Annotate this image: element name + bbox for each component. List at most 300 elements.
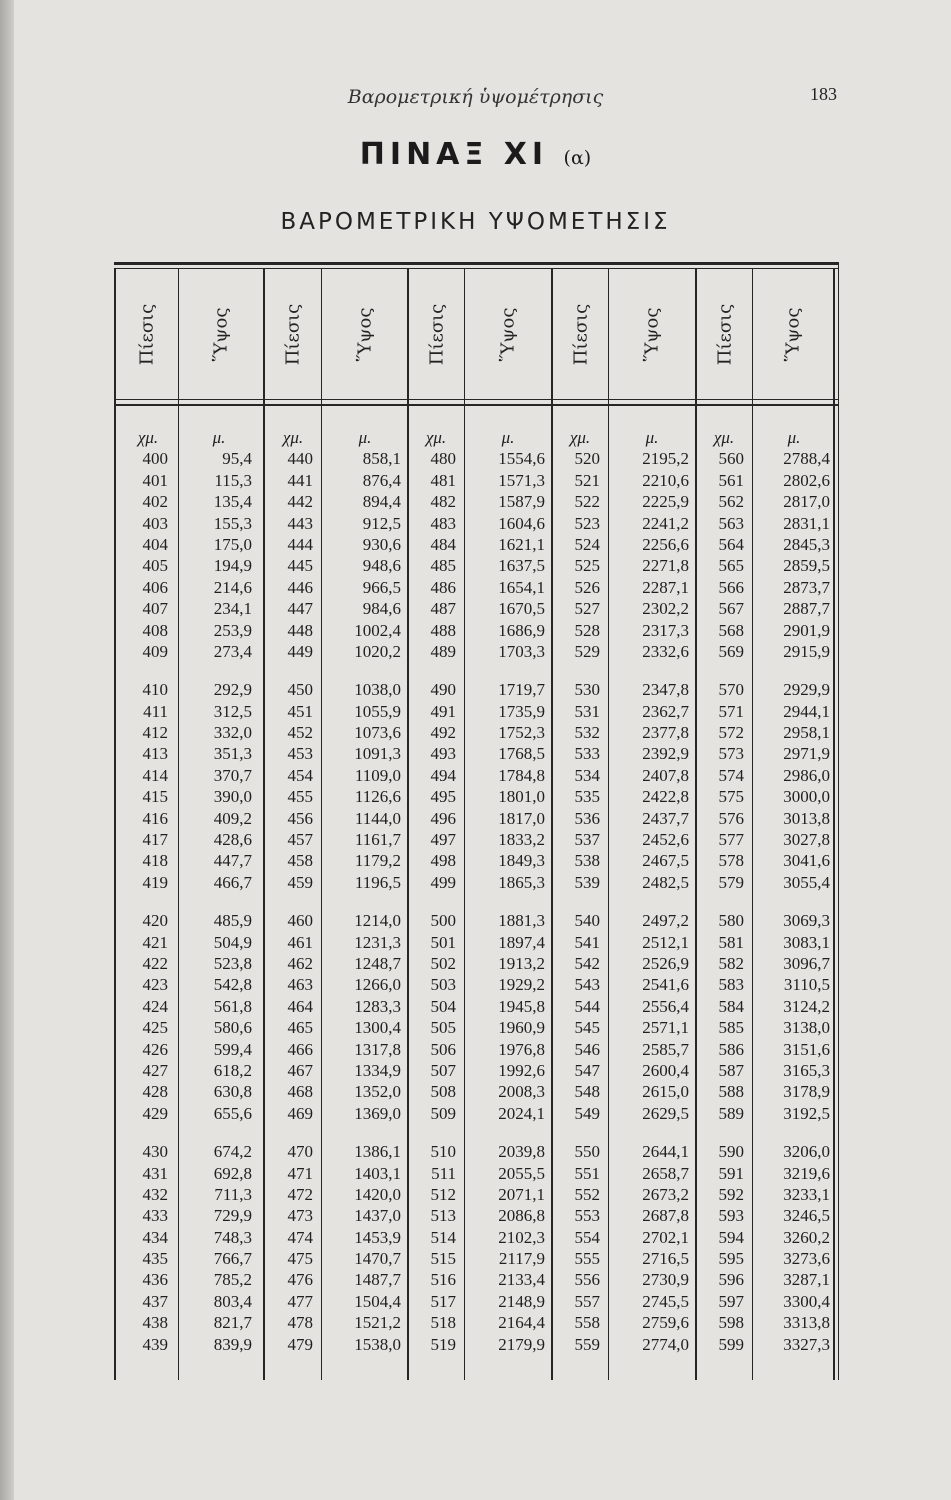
height-cell: 1735,9 bbox=[498, 701, 545, 721]
pressure-cell: 598 bbox=[718, 1313, 744, 1333]
pressure-cell: 555 bbox=[574, 1249, 600, 1269]
pressure-cell: 534 bbox=[574, 765, 600, 785]
pressure-cell: 465 bbox=[287, 1018, 313, 1038]
height-cell: 2241,2 bbox=[642, 513, 689, 533]
height-cell: 748,3 bbox=[213, 1227, 252, 1247]
pressure-cell: 578 bbox=[718, 851, 744, 871]
header-height-1 bbox=[179, 270, 263, 398]
pressure-cell: 478 bbox=[287, 1313, 313, 1333]
height-cell: 1403,1 bbox=[354, 1163, 401, 1183]
pressure-cell: 403 bbox=[142, 513, 168, 533]
pressure-cell: 521 bbox=[574, 470, 600, 490]
height-cell: 1420,0 bbox=[354, 1184, 401, 1204]
divider-1 bbox=[178, 268, 179, 1380]
height-cell: 3165,3 bbox=[783, 1060, 830, 1080]
pressure-cell: 574 bbox=[718, 765, 744, 785]
pressure-cell: 510 bbox=[430, 1142, 456, 1162]
height-cell: 561,8 bbox=[213, 996, 252, 1016]
pressure-column-2 bbox=[273, 427, 313, 1355]
pressure-cell: 482 bbox=[430, 492, 456, 512]
pressure-cell: 563 bbox=[718, 513, 744, 533]
pressure-cell: 464 bbox=[287, 996, 313, 1016]
height-cell: 3206,0 bbox=[783, 1142, 830, 1162]
pressure-cell: 599 bbox=[718, 1334, 744, 1354]
height-cell: 630,8 bbox=[213, 1082, 252, 1102]
pressure-cell: 436 bbox=[142, 1270, 168, 1290]
height-cell: 2845,3 bbox=[783, 534, 830, 554]
height-cell: 2887,7 bbox=[783, 599, 830, 619]
pressure-cell: 596 bbox=[718, 1270, 744, 1290]
pressure-cell: 488 bbox=[430, 620, 456, 640]
height-cell: 155,3 bbox=[213, 513, 252, 533]
pressure-cell: 590 bbox=[718, 1142, 744, 1162]
pressure-cell: 475 bbox=[287, 1249, 313, 1269]
height-cell: 930,6 bbox=[362, 534, 401, 554]
pressure-cell: 407 bbox=[142, 599, 168, 619]
height-cell: 2332,6 bbox=[642, 641, 689, 661]
pressure-cell: 583 bbox=[718, 975, 744, 995]
height-cell: 485,9 bbox=[213, 911, 252, 931]
pressure-cell: 431 bbox=[142, 1163, 168, 1183]
pressure-cell: 564 bbox=[718, 534, 744, 554]
height-cell: 2745,5 bbox=[642, 1291, 689, 1311]
height-cell: 1248,7 bbox=[354, 953, 401, 973]
pressure-cell: 540 bbox=[574, 911, 600, 931]
pressure-cell: 565 bbox=[718, 556, 744, 576]
header-pressure-4 bbox=[553, 270, 608, 398]
pressure-cell: 481 bbox=[430, 470, 456, 490]
height-cell: 839,9 bbox=[213, 1334, 252, 1354]
pressure-cell: 524 bbox=[574, 534, 600, 554]
height-cell: 1881,3 bbox=[498, 911, 545, 931]
header-pressure-2 bbox=[265, 270, 321, 398]
group-divider-2 bbox=[407, 268, 409, 1380]
height-cell: 2958,1 bbox=[783, 723, 830, 743]
pressure-cell: 531 bbox=[574, 701, 600, 721]
pressure-cell: 432 bbox=[142, 1184, 168, 1204]
header-pressure-3 bbox=[409, 270, 464, 398]
height-cell: 1352,0 bbox=[354, 1082, 401, 1102]
pressure-cell: 428 bbox=[142, 1082, 168, 1102]
height-cell: 2102,3 bbox=[498, 1227, 545, 1247]
height-cell: 3287,1 bbox=[783, 1270, 830, 1290]
unit-label: μ. bbox=[501, 428, 515, 447]
pressure-cell: 514 bbox=[430, 1227, 456, 1247]
height-cell: 3219,6 bbox=[783, 1163, 830, 1183]
table-title-suffix: (α) bbox=[563, 147, 592, 169]
height-cell: 2873,7 bbox=[783, 577, 830, 597]
pressure-cell: 450 bbox=[287, 680, 313, 700]
pressure-cell: 528 bbox=[574, 620, 600, 640]
pressure-cell: 494 bbox=[430, 765, 456, 785]
pressure-cell: 526 bbox=[574, 577, 600, 597]
pressure-cell: 409 bbox=[142, 641, 168, 661]
pressure-cell: 433 bbox=[142, 1206, 168, 1226]
top-rule-thin bbox=[114, 268, 839, 269]
pressure-cell: 438 bbox=[142, 1313, 168, 1333]
height-cell: 2086,8 bbox=[498, 1206, 545, 1226]
pressure-cell: 496 bbox=[430, 808, 456, 828]
group-divider-4 bbox=[695, 268, 697, 1380]
height-cell: 2497,2 bbox=[642, 911, 689, 931]
pressure-cell: 533 bbox=[574, 744, 600, 764]
height-cell: 1587,9 bbox=[498, 492, 545, 512]
pressure-cell: 527 bbox=[574, 599, 600, 619]
height-cell: 2986,0 bbox=[783, 765, 830, 785]
pressure-cell: 477 bbox=[287, 1291, 313, 1311]
height-cell: 1817,0 bbox=[498, 808, 545, 828]
pressure-cell: 453 bbox=[287, 744, 313, 764]
pressure-cell: 435 bbox=[142, 1249, 168, 1269]
height-cell: 115,3 bbox=[214, 470, 252, 490]
pressure-cell: 451 bbox=[287, 701, 313, 721]
height-cell: 1703,3 bbox=[498, 641, 545, 661]
pressure-cell: 519 bbox=[430, 1334, 456, 1354]
pressure-cell: 452 bbox=[287, 723, 313, 743]
height-cell: 912,5 bbox=[362, 513, 401, 533]
unit-label: χμ. bbox=[569, 428, 591, 447]
pressure-cell: 444 bbox=[287, 534, 313, 554]
height-cell: 785,2 bbox=[213, 1270, 252, 1290]
header-pressure-1 bbox=[116, 270, 178, 398]
height-cell: 2362,7 bbox=[642, 701, 689, 721]
height-cell: 2541,6 bbox=[642, 975, 689, 995]
height-cell: 2133,4 bbox=[498, 1270, 545, 1290]
pressure-cell: 576 bbox=[718, 808, 744, 828]
height-column-3 bbox=[471, 427, 545, 1355]
pressure-column-5 bbox=[704, 427, 744, 1355]
height-cell: 1144,0 bbox=[354, 808, 401, 828]
pressure-cell: 437 bbox=[142, 1291, 168, 1311]
pressure-cell: 456 bbox=[287, 808, 313, 828]
height-cell: 1055,9 bbox=[354, 701, 401, 721]
height-cell: 2407,8 bbox=[642, 765, 689, 785]
pressure-cell: 560 bbox=[718, 449, 744, 469]
pressure-cell: 424 bbox=[142, 996, 168, 1016]
height-cell: 1283,3 bbox=[354, 996, 401, 1016]
height-cell: 428,6 bbox=[213, 830, 252, 850]
unit-label: μ. bbox=[212, 428, 226, 447]
height-cell: 2971,9 bbox=[783, 744, 830, 764]
height-cell: 948,6 bbox=[362, 556, 401, 576]
pressure-cell: 411 bbox=[143, 701, 168, 721]
height-cell: 766,7 bbox=[213, 1249, 252, 1269]
height-cell: 1020,2 bbox=[354, 641, 401, 661]
pressure-cell: 551 bbox=[574, 1163, 600, 1183]
height-cell: 2195,2 bbox=[642, 449, 689, 469]
height-cell: 2179,9 bbox=[498, 1334, 545, 1354]
unit-label: χμ. bbox=[425, 428, 447, 447]
pressure-cell: 581 bbox=[718, 932, 744, 952]
pressure-cell: 562 bbox=[718, 492, 744, 512]
height-cell: 2164,4 bbox=[498, 1313, 545, 1333]
pressure-cell: 422 bbox=[142, 953, 168, 973]
height-cell: 2944,1 bbox=[783, 701, 830, 721]
pressure-cell: 402 bbox=[142, 492, 168, 512]
height-cell: 2377,8 bbox=[642, 723, 689, 743]
pressure-cell: 554 bbox=[574, 1227, 600, 1247]
height-cell: 2556,4 bbox=[642, 996, 689, 1016]
group-divider-1 bbox=[263, 268, 265, 1380]
height-column-5 bbox=[758, 427, 830, 1355]
height-cell: 1487,7 bbox=[354, 1270, 401, 1290]
pressure-cell: 516 bbox=[430, 1270, 456, 1290]
height-cell: 2437,7 bbox=[642, 808, 689, 828]
height-cell: 1929,2 bbox=[498, 975, 545, 995]
height-cell: 984,6 bbox=[362, 599, 401, 619]
pressure-column-4 bbox=[560, 427, 600, 1355]
height-cell: 332,0 bbox=[213, 723, 252, 743]
height-cell: 466,7 bbox=[213, 872, 252, 892]
height-cell: 135,4 bbox=[213, 492, 252, 512]
header-rule-thick bbox=[114, 404, 839, 406]
pressure-cell: 556 bbox=[574, 1270, 600, 1290]
height-cell: 1109,0 bbox=[354, 765, 401, 785]
pressure-cell: 584 bbox=[718, 996, 744, 1016]
pressure-cell: 434 bbox=[142, 1227, 168, 1247]
height-cell: 2526,9 bbox=[642, 953, 689, 973]
height-cell: 3273,6 bbox=[783, 1249, 830, 1269]
height-cell: 2901,9 bbox=[783, 620, 830, 640]
pressure-cell: 544 bbox=[574, 996, 600, 1016]
height-cell: 95,4 bbox=[222, 449, 252, 469]
pressure-cell: 577 bbox=[718, 830, 744, 850]
height-cell: 2024,1 bbox=[498, 1103, 545, 1123]
height-cell: 1621,1 bbox=[498, 534, 545, 554]
pressure-cell: 491 bbox=[430, 701, 456, 721]
height-cell: 1179,2 bbox=[354, 851, 401, 871]
height-cell: 1897,4 bbox=[498, 932, 545, 952]
pressure-cell: 499 bbox=[430, 872, 456, 892]
unit-label: μ. bbox=[787, 428, 801, 447]
height-cell: 692,8 bbox=[213, 1163, 252, 1183]
pressure-cell: 419 bbox=[142, 872, 168, 892]
header-label: Πίεσις bbox=[714, 303, 736, 365]
height-cell: 1196,5 bbox=[354, 872, 401, 892]
pressure-column-3 bbox=[416, 427, 456, 1355]
height-cell: 1945,8 bbox=[498, 996, 545, 1016]
page-number: 183 bbox=[810, 84, 837, 104]
pressure-cell: 461 bbox=[287, 932, 313, 952]
pressure-cell: 542 bbox=[574, 953, 600, 973]
header-label: Ὕψος bbox=[210, 307, 232, 361]
header-height-5 bbox=[753, 270, 833, 398]
height-cell: 674,2 bbox=[213, 1142, 252, 1162]
height-cell: 1038,0 bbox=[354, 680, 401, 700]
height-cell: 2008,3 bbox=[498, 1082, 545, 1102]
height-cell: 2148,9 bbox=[498, 1291, 545, 1311]
pressure-cell: 530 bbox=[574, 680, 600, 700]
height-cell: 3124,2 bbox=[783, 996, 830, 1016]
pressure-cell: 503 bbox=[430, 975, 456, 995]
height-cell: 1768,5 bbox=[498, 744, 545, 764]
pressure-cell: 588 bbox=[718, 1082, 744, 1102]
height-cell: 1960,9 bbox=[498, 1018, 545, 1038]
height-cell: 1521,2 bbox=[354, 1313, 401, 1333]
pressure-cell: 487 bbox=[430, 599, 456, 619]
pressure-cell: 471 bbox=[287, 1163, 313, 1183]
height-cell: 312,5 bbox=[213, 701, 252, 721]
pressure-cell: 469 bbox=[287, 1103, 313, 1123]
pressure-cell: 495 bbox=[430, 787, 456, 807]
pressure-cell: 497 bbox=[430, 830, 456, 850]
pressure-cell: 506 bbox=[430, 1039, 456, 1059]
pressure-cell: 550 bbox=[574, 1142, 600, 1162]
height-cell: 1833,2 bbox=[498, 830, 545, 850]
height-cell: 2256,6 bbox=[642, 534, 689, 554]
pressure-cell: 430 bbox=[142, 1142, 168, 1162]
height-cell: 2658,7 bbox=[642, 1163, 689, 1183]
height-column-2 bbox=[329, 427, 401, 1355]
pressure-cell: 594 bbox=[718, 1227, 744, 1247]
header-label: Ὕψος bbox=[353, 307, 375, 361]
height-cell: 1266,0 bbox=[354, 975, 401, 995]
header-rule-thin bbox=[114, 399, 839, 400]
height-cell: 2482,5 bbox=[642, 872, 689, 892]
divider-5 bbox=[752, 268, 753, 1380]
height-cell: 2644,1 bbox=[642, 1142, 689, 1162]
height-cell: 711,3 bbox=[214, 1184, 252, 1204]
pressure-cell: 593 bbox=[718, 1206, 744, 1226]
pressure-cell: 459 bbox=[287, 872, 313, 892]
height-cell: 2673,2 bbox=[642, 1184, 689, 1204]
pressure-cell: 543 bbox=[574, 975, 600, 995]
height-cell: 2615,0 bbox=[642, 1082, 689, 1102]
pressure-cell: 441 bbox=[287, 470, 313, 490]
height-cell: 876,4 bbox=[362, 470, 401, 490]
height-cell: 2859,5 bbox=[783, 556, 830, 576]
pressure-cell: 474 bbox=[287, 1227, 313, 1247]
height-cell: 273,4 bbox=[213, 641, 252, 661]
height-cell: 447,7 bbox=[213, 851, 252, 871]
height-cell: 1849,3 bbox=[498, 851, 545, 871]
pressure-cell: 567 bbox=[718, 599, 744, 619]
unit-label: χμ. bbox=[713, 428, 735, 447]
pressure-cell: 490 bbox=[430, 680, 456, 700]
pressure-cell: 505 bbox=[430, 1018, 456, 1038]
pressure-cell: 558 bbox=[574, 1313, 600, 1333]
height-cell: 966,5 bbox=[362, 577, 401, 597]
height-cell: 3000,0 bbox=[783, 787, 830, 807]
height-cell: 1386,1 bbox=[354, 1142, 401, 1162]
pressure-cell: 440 bbox=[287, 449, 313, 469]
height-cell: 523,8 bbox=[213, 953, 252, 973]
pressure-cell: 568 bbox=[718, 620, 744, 640]
pressure-cell: 458 bbox=[287, 851, 313, 871]
height-cell: 2210,6 bbox=[642, 470, 689, 490]
pressure-cell: 566 bbox=[718, 577, 744, 597]
height-cell: 1992,6 bbox=[498, 1060, 545, 1080]
height-cell: 2512,1 bbox=[642, 932, 689, 952]
pressure-cell: 575 bbox=[718, 787, 744, 807]
height-cell: 542,8 bbox=[213, 975, 252, 995]
height-cell: 3192,5 bbox=[783, 1103, 830, 1123]
divider-4 bbox=[608, 268, 609, 1380]
height-cell: 234,1 bbox=[213, 599, 252, 619]
pressure-cell: 447 bbox=[287, 599, 313, 619]
pressure-cell: 423 bbox=[142, 975, 168, 995]
pressure-cell: 585 bbox=[718, 1018, 744, 1038]
pressure-cell: 455 bbox=[287, 787, 313, 807]
height-cell: 580,6 bbox=[213, 1018, 252, 1038]
height-cell: 2055,5 bbox=[498, 1163, 545, 1183]
height-cell: 1161,7 bbox=[354, 830, 401, 850]
pressure-cell: 473 bbox=[287, 1206, 313, 1226]
pressure-cell: 572 bbox=[718, 723, 744, 743]
height-cell: 3083,1 bbox=[783, 932, 830, 952]
pressure-cell: 508 bbox=[430, 1082, 456, 1102]
pressure-cell: 582 bbox=[718, 953, 744, 973]
table-title-text: ΠΙΝΑΞ XI bbox=[359, 137, 549, 172]
pressure-cell: 479 bbox=[287, 1334, 313, 1354]
height-cell: 2915,9 bbox=[783, 641, 830, 661]
height-cell: 1538,0 bbox=[354, 1334, 401, 1354]
pressure-cell: 597 bbox=[718, 1291, 744, 1311]
pressure-cell: 545 bbox=[574, 1018, 600, 1038]
pressure-cell: 498 bbox=[430, 851, 456, 871]
pressure-cell: 535 bbox=[574, 787, 600, 807]
pressure-cell: 405 bbox=[142, 556, 168, 576]
pressure-cell: 463 bbox=[287, 975, 313, 995]
group-divider-3 bbox=[551, 268, 553, 1380]
divider-2 bbox=[321, 268, 322, 1380]
height-cell: 253,9 bbox=[213, 620, 252, 640]
header-label: Ὕψος bbox=[497, 307, 519, 361]
pressure-cell: 449 bbox=[287, 641, 313, 661]
height-cell: 1334,9 bbox=[354, 1060, 401, 1080]
height-cell: 2585,7 bbox=[642, 1039, 689, 1059]
pressure-cell: 592 bbox=[718, 1184, 744, 1204]
pressure-cell: 504 bbox=[430, 996, 456, 1016]
height-cell: 3233,1 bbox=[783, 1184, 830, 1204]
pressure-cell: 507 bbox=[430, 1060, 456, 1080]
header-height-4 bbox=[609, 270, 695, 398]
height-cell: 1784,8 bbox=[498, 765, 545, 785]
pressure-cell: 476 bbox=[287, 1270, 313, 1290]
height-column-4 bbox=[615, 427, 689, 1355]
pressure-cell: 439 bbox=[142, 1334, 168, 1354]
height-cell: 2117,9 bbox=[498, 1249, 545, 1269]
pressure-cell: 425 bbox=[142, 1018, 168, 1038]
height-cell: 858,1 bbox=[362, 449, 401, 469]
pressure-cell: 517 bbox=[430, 1291, 456, 1311]
height-cell: 2730,9 bbox=[642, 1270, 689, 1290]
pressure-cell: 418 bbox=[142, 851, 168, 871]
pressure-cell: 401 bbox=[142, 470, 168, 490]
height-cell: 1317,8 bbox=[354, 1039, 401, 1059]
height-cell: 292,9 bbox=[213, 680, 252, 700]
pressure-cell: 523 bbox=[574, 513, 600, 533]
pressure-cell: 414 bbox=[142, 765, 168, 785]
pressure-cell: 410 bbox=[142, 680, 168, 700]
height-cell: 2452,6 bbox=[642, 830, 689, 850]
height-cell: 1604,6 bbox=[498, 513, 545, 533]
pressure-cell: 426 bbox=[142, 1039, 168, 1059]
pressure-cell: 483 bbox=[430, 513, 456, 533]
pressure-cell: 589 bbox=[718, 1103, 744, 1123]
height-cell: 1504,4 bbox=[354, 1291, 401, 1311]
height-cell: 2687,8 bbox=[642, 1206, 689, 1226]
height-cell: 1073,6 bbox=[354, 723, 401, 743]
header-height-3 bbox=[465, 270, 551, 398]
pressure-cell: 485 bbox=[430, 556, 456, 576]
pressure-cell: 486 bbox=[430, 577, 456, 597]
pressure-cell: 417 bbox=[142, 830, 168, 850]
pressure-cell: 548 bbox=[574, 1082, 600, 1102]
height-cell: 2759,6 bbox=[642, 1313, 689, 1333]
height-cell: 409,2 bbox=[213, 808, 252, 828]
pressure-cell: 480 bbox=[430, 449, 456, 469]
